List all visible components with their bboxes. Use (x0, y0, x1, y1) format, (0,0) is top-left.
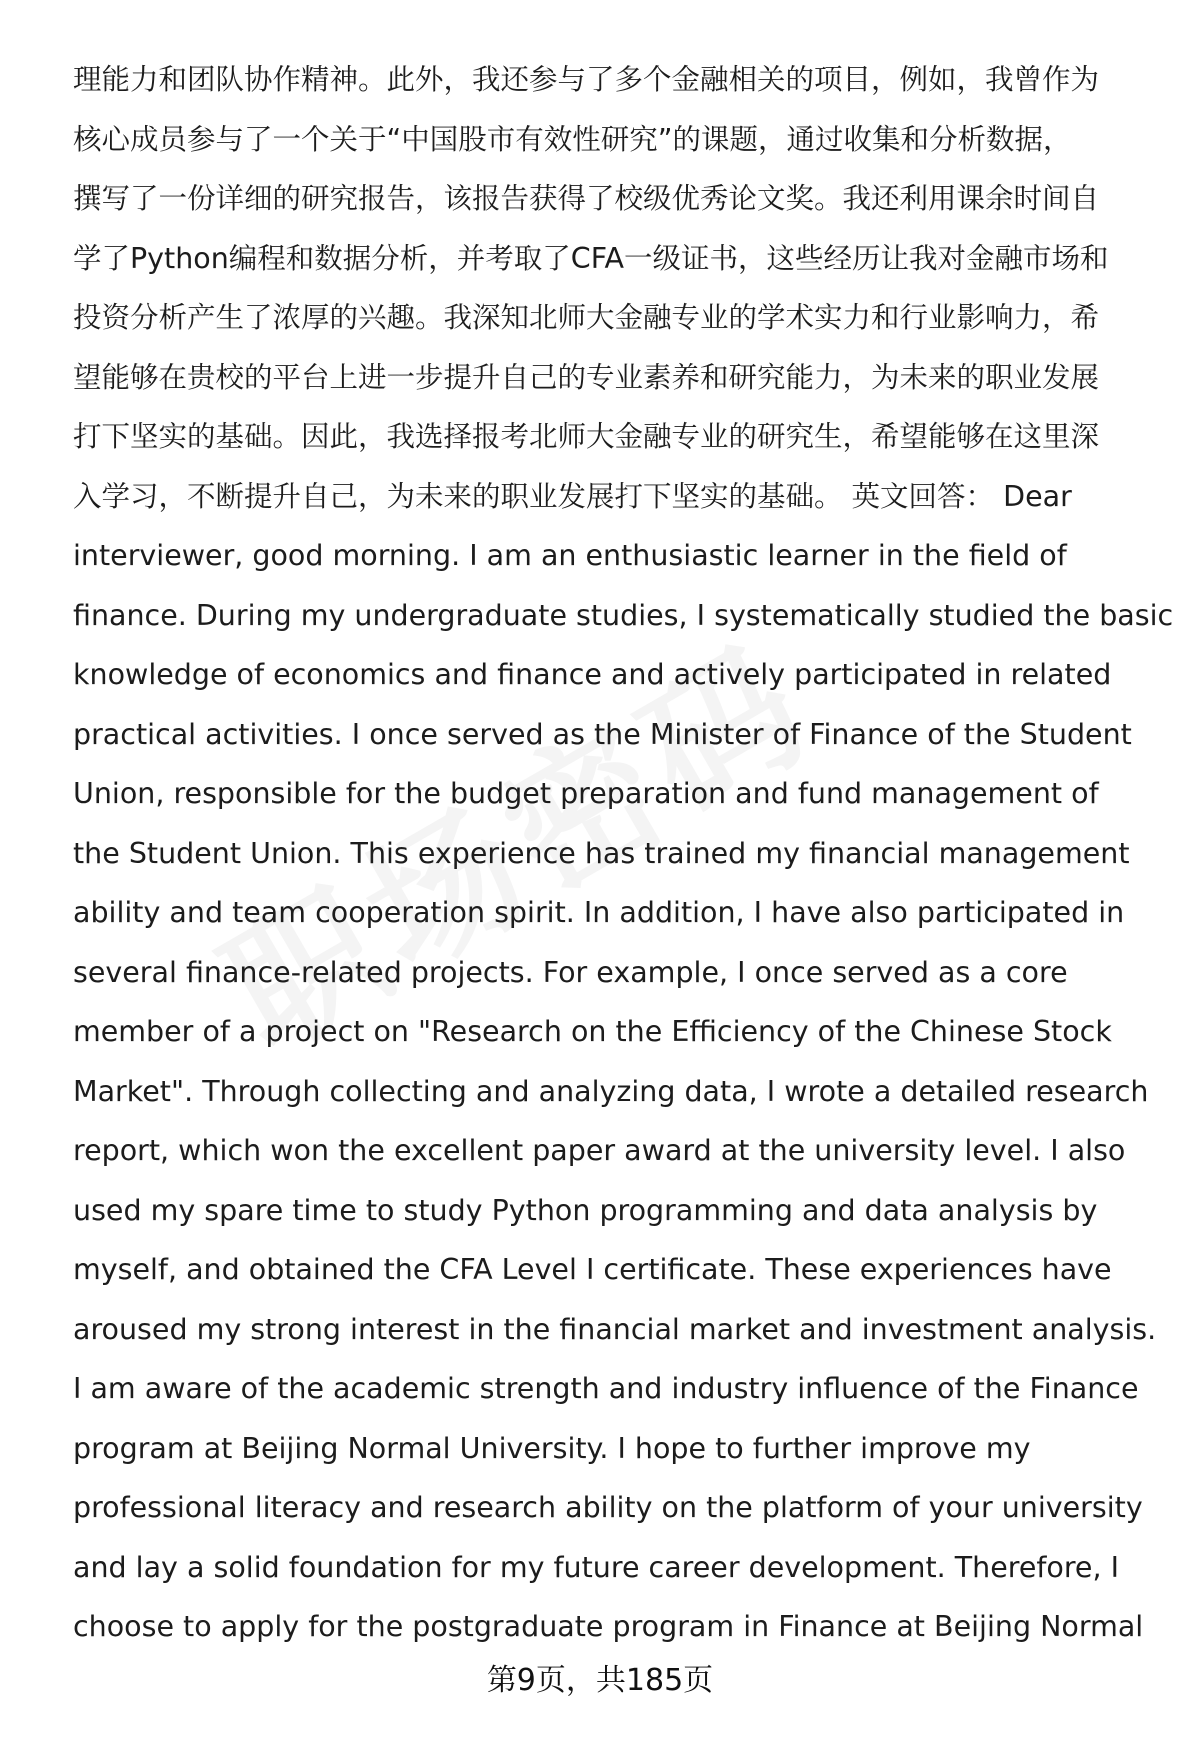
text-line: ability and team cooperation spirit. In addition, I have also participated in (73, 896, 1125, 929)
text-line: practical activities. I once served as the Minister of Finance of the Student (73, 717, 1132, 751)
text-line: 学了Python编程和数据分析，并考取了CFA一级证书，这些经历让我对金融市场和 (73, 241, 1109, 275)
text-line: interviewer, good morning. I am an enthusiastic learner in the field of (73, 539, 1067, 572)
text-line: 入学习，不断提升自己，为未来的职业发展打下坚实的基础。 英文回答： Dear (73, 479, 1072, 513)
text-line: 望能够在贵校的平台上进一步提升自己的专业素养和研究能力，为未来的职业发展 (73, 360, 1100, 394)
text-line: 撰写了一份详细的研究报告，该报告获得了校级优秀论文奖。我还利用课余时间自 (73, 182, 1100, 215)
text-line: I am aware of the academic strength and industry influence of the Finance (73, 1372, 1139, 1405)
text-line: used my spare time to study Python programming and data analysis by (73, 1193, 1098, 1227)
text-line: finance. During my undergraduate studies, I systematically studied the basic (73, 598, 1174, 632)
text-line: knowledge of economics and finance and actively participated in related (73, 658, 1112, 691)
text-line: aroused my strong interest in the financial market and investment analysis. (73, 1312, 1157, 1346)
text-line: 理能力和团队协作精神。此外，我还参与了多个金融相关的项目，例如，我曾作为 (73, 63, 1100, 96)
text-line: member of a project on "Research on the Efficiency of the Chinese Stock (73, 1015, 1112, 1048)
text-line: 投资分析产生了浓厚的兴趣。我深知北师大金融专业的学术实力和行业影响力，希 (73, 301, 1100, 334)
text-line: report, which won the excellent paper award at the university level. I also (73, 1134, 1126, 1167)
text-line: Market". Through collecting and analyzing data, I wrote a detailed research (73, 1074, 1149, 1108)
document-body (73, 50, 1174, 1657)
text-line: choose to apply for the postgraduate program in Finance at Beijing Normal (73, 1610, 1144, 1643)
text-line: professional literacy and research ability on the platform of your university (73, 1491, 1143, 1524)
text-line: Union, responsible for the budget preparation and fund management of (73, 777, 1099, 810)
text-line: program at Beijing Normal University. I hope to further improve my (73, 1431, 1031, 1465)
text-line: 打下坚实的基础。因此，我选择报考北师大金融专业的研究生，希望能够在这里深 (73, 420, 1100, 453)
text-line: 核心成员参与了一个关于“中国股市有效性研究”的课题，通过收集和分析数据， (73, 122, 1072, 156)
text-line: the Student Union. This experience has trained my financial management (73, 836, 1130, 870)
text-line: myself, and obtained the CFA Level I certificate. These experiences have (73, 1253, 1112, 1286)
text-line: and lay a solid foundation for my future career development. Therefore, I (73, 1550, 1119, 1584)
page-number: 第9页，共185页 (486, 1663, 714, 1698)
text-line: several finance-related projects. For example, I once served as a core (73, 955, 1068, 989)
